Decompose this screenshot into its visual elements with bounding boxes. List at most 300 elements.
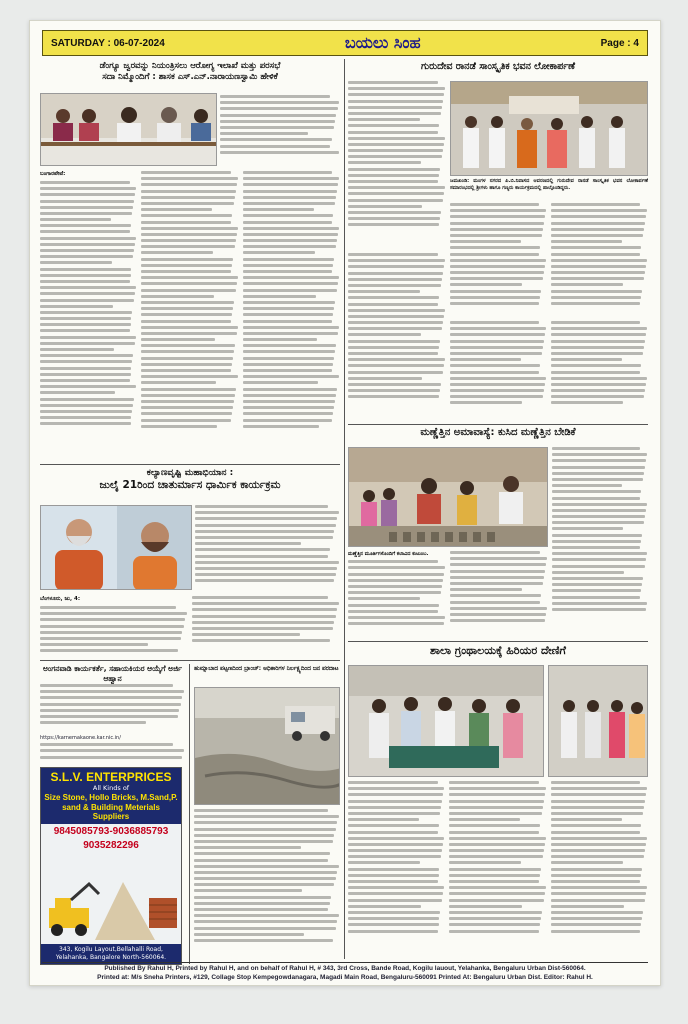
text-line [220, 126, 334, 129]
text-line [348, 604, 439, 607]
text-line [195, 561, 339, 564]
text-line [348, 100, 443, 103]
text-line [552, 589, 641, 592]
text-line [450, 321, 539, 324]
drain-headline: ಹುಮ್ನಾಬಾದ ಪಟ್ಟಣದಿಂದ ಬ್ರಾಂಚ್: ಅಧಿಕಾರಿಗಳ ನಿರ್ಲಕ್ಷ್ಯದಿಂದ ಜನ ಪರದಾಟ [194, 666, 339, 672]
text-line [40, 218, 111, 221]
text-line [40, 268, 131, 271]
text-line [552, 515, 645, 518]
text-line [348, 911, 440, 914]
text-line [194, 908, 328, 911]
text-line [552, 503, 647, 506]
text-line [348, 174, 439, 177]
text-line [449, 874, 540, 877]
text-line [450, 346, 543, 349]
chaturmasa-headline-block [40, 468, 340, 502]
text-line [449, 868, 540, 871]
text-line [192, 621, 334, 624]
ranade-body-left [348, 81, 446, 251]
text-line [449, 812, 541, 815]
mannu-headline-block [348, 427, 648, 443]
text-line [243, 264, 334, 267]
text-line [40, 354, 133, 357]
text-line [348, 272, 443, 275]
text-line [348, 327, 442, 330]
text-line [552, 552, 647, 555]
text-line [220, 132, 308, 135]
text-line [551, 203, 640, 206]
masthead [42, 30, 648, 56]
text-line [40, 206, 133, 209]
text-line [194, 939, 333, 942]
text-line [195, 548, 330, 551]
text-line [141, 177, 237, 180]
text-line [551, 899, 645, 902]
text-line [141, 381, 216, 384]
text-line [40, 749, 184, 752]
text-line [348, 560, 438, 563]
text-line [141, 289, 235, 292]
library-headline-block [348, 644, 648, 662]
ad-company-name: S.L.V. ENTERPRICES [50, 770, 172, 784]
text-line [348, 296, 439, 299]
text-line [40, 709, 179, 712]
text-line [141, 412, 232, 415]
text-line [348, 855, 441, 858]
text-line [348, 831, 438, 834]
text-line [141, 406, 232, 409]
text-line [194, 846, 301, 849]
text-line [450, 619, 545, 622]
text-line [141, 183, 236, 186]
text-line [194, 920, 337, 923]
text-line [348, 278, 442, 281]
text-line [243, 369, 333, 372]
text-line [551, 277, 644, 280]
text-line [243, 289, 337, 292]
text-line [551, 793, 646, 796]
text-line [551, 240, 622, 243]
text-line [450, 277, 543, 280]
text-line [348, 284, 441, 287]
text-line [552, 509, 646, 512]
text-line [141, 338, 215, 341]
text-line [450, 383, 545, 386]
text-line [348, 395, 439, 398]
text-line [40, 348, 114, 351]
text-line [551, 818, 622, 821]
text-line [450, 364, 540, 367]
ad-phone-2: 9035282296 [83, 839, 139, 851]
ad-products: Size Stone, Hollo Bricks, M.Sand,P. sand & Building Meterials Suppliers [44, 793, 178, 822]
text-line [192, 608, 337, 611]
text-line [194, 877, 336, 880]
text-line [348, 843, 443, 846]
text-line [348, 340, 440, 343]
text-line [243, 394, 336, 397]
text-line [450, 352, 542, 355]
text-line [552, 546, 640, 549]
text-line [40, 684, 173, 687]
imprint-printer: Printed at: M/s Sneha Printers, #129, Collage Stop Kempegowdanagara, Magadi Main Road, Bengaluru-560091 Printed At: Bengaluru Urban Dist. Editor: Rahul H. [97, 973, 593, 981]
text-line [195, 530, 334, 533]
text-line [194, 933, 304, 936]
text-line [141, 375, 237, 378]
text-line [450, 551, 540, 554]
text-line [450, 358, 521, 361]
text-line [141, 425, 217, 428]
text-line [243, 320, 333, 323]
chaturmasa-body-top [195, 505, 340, 595]
text-line [40, 336, 136, 339]
text-line [243, 227, 339, 230]
text-line [551, 389, 645, 392]
text-line [243, 233, 338, 236]
text-line [450, 395, 543, 398]
text-line [243, 425, 319, 428]
text-line [243, 196, 336, 199]
text-line [40, 649, 178, 652]
text-line [449, 886, 545, 889]
text-line [348, 137, 445, 140]
text-line [348, 371, 443, 374]
text-line [348, 346, 439, 349]
text-line [40, 696, 182, 699]
library-body [348, 781, 648, 961]
text-line [551, 209, 647, 212]
swamiji-photos [40, 505, 192, 590]
text-line [141, 307, 232, 310]
text-line [348, 874, 439, 877]
text-line [552, 577, 643, 580]
text-line [348, 265, 444, 268]
newspaper-title: ಬಯಲು ಸಿಂಹ [344, 33, 421, 52]
text-line [551, 886, 647, 889]
text-line [551, 259, 647, 262]
ranade-body-right [450, 203, 648, 319]
text-line [192, 596, 328, 599]
text-line [552, 540, 641, 543]
ranade-inauguration-photo [450, 81, 648, 176]
text-line [552, 558, 646, 561]
text-line [40, 625, 184, 628]
text-line [551, 911, 643, 914]
text-line [194, 852, 330, 855]
text-line [551, 781, 641, 784]
text-line [40, 187, 136, 190]
text-line [348, 364, 444, 367]
text-line [551, 874, 642, 877]
text-line [40, 274, 131, 277]
text-line [450, 582, 543, 585]
text-line [40, 690, 184, 693]
text-line [449, 880, 539, 883]
text-line [348, 610, 438, 613]
text-line [141, 369, 231, 372]
text-line [552, 459, 646, 462]
text-line [243, 381, 318, 384]
text-line [348, 616, 445, 619]
text-line [450, 253, 539, 256]
text-line [449, 930, 539, 933]
text-line [450, 340, 544, 343]
text-line [40, 323, 131, 326]
text-line [220, 120, 335, 123]
text-line [551, 296, 641, 299]
ad-address: 343, Kogilu Layout,Bellahalli Road, Yelahanka, Bangalore North-560064. [41, 944, 181, 964]
text-line [243, 190, 337, 193]
text-line [348, 622, 444, 625]
library-donation-photo-2 [548, 665, 648, 777]
text-line [450, 601, 540, 604]
text-line [450, 228, 543, 231]
text-line [192, 615, 336, 618]
text-line [243, 400, 335, 403]
chaturmasa-headline: ಕಲ್ಯಾಣವೃಷ್ಟಿ ಮಹಾಭಿಯಾನ : [146, 468, 234, 478]
text-line [243, 357, 334, 360]
page-number: Page : 4 [600, 37, 639, 49]
text-line [194, 859, 328, 862]
text-line [551, 358, 622, 361]
anganwadi-headline: ಅಂಗನವಾಡಿ ಕಾರ್ಯಕರ್ತೆ, ಸಹಾಯಕಿಯರ ಆಯ್ಕೆಗೆ ಅರ್ಜಿ ಆಹ್ವಾನ [42, 664, 183, 683]
text-line [348, 149, 443, 152]
text-line [220, 138, 332, 141]
text-line [40, 367, 131, 370]
text-line [450, 209, 546, 212]
text-line [194, 896, 331, 899]
text-line [243, 313, 334, 316]
text-line [243, 419, 333, 422]
text-line [551, 800, 645, 803]
text-line [450, 607, 547, 610]
text-line [220, 114, 336, 117]
text-line [141, 171, 231, 174]
text-line [551, 930, 641, 933]
text-line [348, 155, 442, 158]
text-line [40, 410, 132, 413]
text-line [243, 363, 334, 366]
text-line [348, 118, 420, 121]
text-line [450, 234, 542, 237]
text-line [551, 377, 647, 380]
text-line [141, 400, 233, 403]
text-line [141, 276, 237, 279]
text-line [40, 398, 134, 401]
text-line [243, 406, 334, 409]
text-line [194, 927, 336, 930]
text-line [450, 371, 539, 374]
text-line [141, 419, 231, 422]
text-line [40, 299, 134, 302]
text-line [450, 327, 546, 330]
text-line [348, 923, 439, 926]
text-line [551, 321, 640, 324]
text-line [552, 484, 622, 487]
text-line [40, 612, 187, 615]
text-line [348, 259, 445, 262]
text-line [40, 311, 132, 314]
text-line [195, 567, 337, 570]
text-line [40, 721, 146, 724]
text-line [141, 388, 235, 391]
text-line [348, 303, 438, 306]
text-line [348, 333, 421, 336]
text-line [551, 868, 642, 871]
text-line [450, 283, 522, 286]
text-line [141, 190, 235, 193]
text-line [243, 412, 334, 415]
drain-photo [194, 687, 340, 805]
text-line [220, 145, 330, 148]
text-line [348, 192, 444, 195]
text-line [40, 637, 181, 640]
text-line [40, 379, 130, 382]
text-line [348, 205, 422, 208]
text-line [40, 703, 181, 706]
text-line [40, 373, 131, 376]
text-line [141, 221, 231, 224]
text-line [141, 363, 232, 366]
text-line [141, 270, 231, 273]
text-line [450, 613, 546, 616]
text-line [141, 251, 213, 254]
text-line [450, 222, 544, 225]
text-line [552, 466, 645, 469]
slv-enterprises-ad [40, 767, 182, 965]
text-line [194, 914, 339, 917]
text-line [348, 81, 438, 84]
text-line [243, 221, 333, 224]
text-line [551, 333, 646, 336]
text-line [243, 332, 338, 335]
text-line [141, 214, 232, 217]
ranade-headline-block [348, 61, 648, 77]
text-line [552, 453, 647, 456]
dengue-subheadline: ಸದಾ ನಿಮ್ಮೊಂದಿಗೆ : ಶಾಸಕ ಎಸ್.ಎನ್.ನಾರಾಯಣಸ್ವಾಮಿ ಹೇಳಿಕೆ [102, 71, 278, 82]
dengue-meeting-photo [40, 93, 217, 166]
text-line [141, 245, 234, 248]
dengue-body-column-right [220, 95, 340, 165]
text-line [552, 497, 640, 500]
ad-construction-illustration [45, 874, 179, 940]
text-line [551, 290, 642, 293]
text-line [194, 902, 330, 905]
text-line [194, 840, 333, 843]
text-line [141, 196, 234, 199]
text-line [243, 270, 333, 273]
text-line [40, 618, 185, 621]
text-line [449, 837, 545, 840]
text-line [40, 404, 133, 407]
text-line [348, 868, 439, 871]
text-line [348, 793, 443, 796]
text-line [243, 183, 338, 186]
text-line [40, 391, 115, 394]
text-line [348, 290, 420, 293]
text-line [40, 606, 176, 609]
text-line [195, 573, 336, 576]
text-line [551, 880, 641, 883]
text-line [348, 389, 440, 392]
text-line [552, 478, 643, 481]
text-line [194, 883, 334, 886]
ranade-body-left-lower [348, 253, 446, 423]
text-line [449, 917, 540, 920]
text-line [348, 199, 443, 202]
text-line [40, 193, 135, 196]
text-line [40, 255, 133, 258]
text-line [348, 217, 440, 220]
text-line [348, 806, 441, 809]
text-line [243, 388, 337, 391]
text-line [40, 422, 131, 425]
text-line [449, 793, 544, 796]
text-line [348, 837, 444, 840]
text-line [40, 286, 136, 289]
text-line [551, 824, 642, 827]
text-line [551, 837, 647, 840]
text-line [552, 490, 641, 493]
text-line [194, 871, 337, 874]
text-line [449, 831, 539, 834]
text-line [551, 228, 644, 231]
text-line [551, 923, 642, 926]
text-line [141, 394, 234, 397]
text-line [348, 597, 420, 600]
text-line [450, 588, 522, 591]
text-line [220, 107, 338, 110]
text-line [348, 886, 444, 889]
text-line [552, 521, 644, 524]
text-line [551, 246, 641, 249]
text-line [450, 290, 541, 293]
text-line [449, 824, 540, 827]
text-line [194, 821, 337, 824]
text-line [348, 309, 445, 312]
text-line [348, 352, 438, 355]
text-line [551, 265, 646, 268]
text-line [195, 542, 301, 545]
text-line [192, 633, 300, 636]
text-line [40, 715, 178, 718]
text-line [195, 536, 333, 539]
text-line [40, 360, 132, 363]
text-line [348, 377, 422, 380]
chaturmasa-subheadline: ಜುಲೈ 21ರಿಂದ ಚಾತುರ್ಮಾಸ ಧಾರ್ಮಿಕ ಕಾರ್ಯಕ್ರಮ [99, 479, 281, 492]
text-line [243, 251, 315, 254]
text-line [243, 301, 335, 304]
text-line [449, 818, 520, 821]
text-line [551, 831, 641, 834]
text-line [551, 806, 644, 809]
text-line [551, 917, 642, 920]
text-line [450, 240, 521, 243]
dengue-headline-block [40, 61, 340, 91]
text-line [40, 305, 113, 308]
text-line [40, 643, 148, 646]
text-line [243, 202, 335, 205]
text-line [450, 570, 545, 573]
text-line [551, 371, 640, 374]
application-url[interactable]: https://karnemakaone.kar.nic.in/ [40, 735, 121, 741]
text-line [348, 112, 441, 115]
text-line [449, 861, 521, 864]
text-line [40, 329, 130, 332]
ranade-body-right-lower [450, 321, 648, 421]
text-line [243, 177, 339, 180]
text-line [348, 930, 438, 933]
text-line [348, 585, 442, 588]
